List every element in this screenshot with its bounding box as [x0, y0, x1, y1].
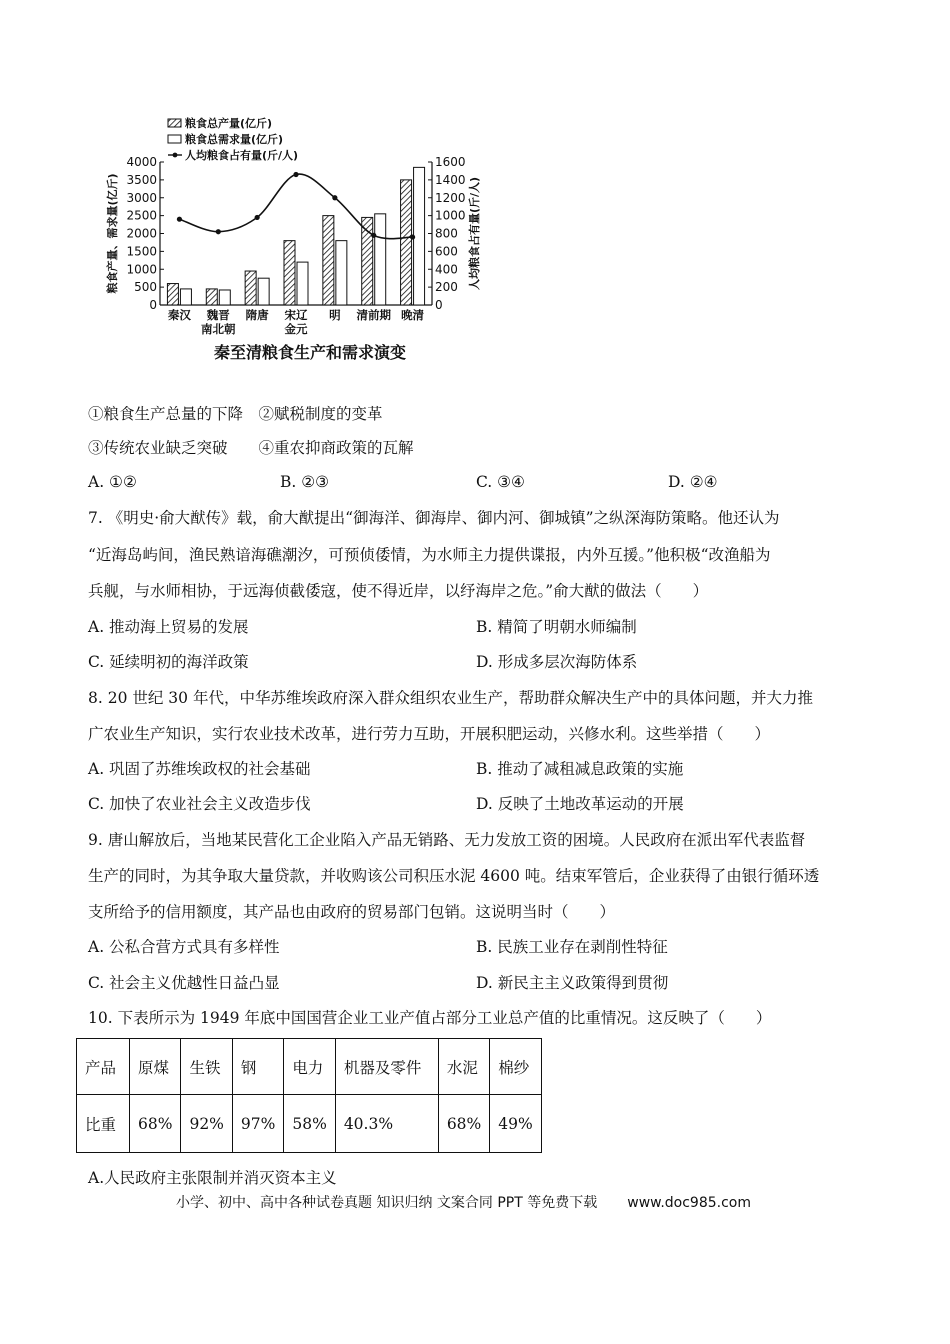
bar-demand	[180, 289, 191, 305]
y-tick-label-right: 1400	[435, 172, 466, 187]
table-cell: 68%	[130, 1095, 181, 1153]
q8-option-a[interactable]: A. 巩固了苏维埃政权的社会基础	[88, 760, 311, 778]
q10-stem-line: 10. 下表所示为 1949 年底中国国营企业工业产值占部分工业总产值的比重情况。这反映了（ ）	[88, 1009, 772, 1027]
table-header-cell: 水泥	[438, 1039, 489, 1095]
y-tick-label-right: 1000	[435, 208, 466, 223]
chart-bars	[167, 167, 424, 305]
grain-chart	[100, 110, 500, 370]
y-tick-label-left: 4000	[126, 155, 157, 169]
y-tick-label-left: 3000	[126, 190, 157, 205]
per-capita-point	[410, 234, 415, 239]
y-tick-label-left: 500	[134, 280, 157, 295]
table-header-cell: 钢	[232, 1039, 283, 1095]
y-tick-label-right: 800	[435, 226, 458, 241]
table-cell: 49%	[490, 1095, 541, 1153]
page-footer	[176, 1192, 751, 1212]
q6-option-c[interactable]: C. ③④	[476, 473, 525, 491]
q6-option-d[interactable]: D. ②④	[668, 473, 718, 491]
q10-table	[76, 1038, 542, 1153]
q9-stem-line-2: 生产的同时，为其争取大量贷款，并收购该公司积压水泥 4600 吨。结束军管后，企业获得了由银行循环透	[88, 867, 820, 885]
bar-production	[245, 271, 256, 305]
q6-option-b[interactable]: B. ②③	[280, 473, 330, 491]
bar-demand	[258, 278, 269, 305]
q6-choice-line-1: ①粮食生产总量的下降 ②赋税制度的变革	[88, 405, 383, 423]
bar-demand	[375, 214, 386, 305]
x-tick-label	[167, 308, 191, 322]
table-row	[77, 1095, 542, 1153]
x-tick-label-line: 南北朝	[201, 322, 236, 336]
q6-choice-line-2: ③传统农业缺乏突破 ④重农抑商政策的瓦解	[88, 439, 414, 457]
q7-option-b[interactable]: B. 精简了明朝水师编制	[476, 618, 637, 636]
legend-label-demand: 粮食总需求量(亿斤)	[185, 133, 284, 146]
bar-production	[323, 216, 334, 305]
footer-text: 小学、初中、高中各种试卷真题 知识归纳 文案合同 PPT 等免费下载	[176, 1195, 598, 1211]
y-tick-label-right: 200	[435, 280, 458, 295]
q9-option-c[interactable]: C. 社会主义优越性日益凸显	[88, 974, 280, 992]
per-capita-point	[255, 215, 260, 220]
table-header-label: 产品	[77, 1039, 130, 1095]
footer-url[interactable]: www.doc985.com	[627, 1195, 751, 1211]
x-tick-label-line: 秦汉	[167, 308, 191, 322]
table-cell: 97%	[232, 1095, 283, 1153]
q9-stem-line-3: 支所给予的信用额度，其产品也由政府的贸易部门包销。这说明当时（ ）	[88, 903, 616, 921]
legend-swatch-dot	[173, 153, 178, 158]
q7-option-a[interactable]: A. 推动海上贸易的发展	[88, 618, 249, 636]
x-tick-label-line: 清前期	[356, 308, 391, 322]
bar-production	[206, 289, 217, 305]
y-tick-label-left: 2500	[126, 208, 157, 223]
y-tick-label-right: 1200	[435, 190, 466, 205]
legend-swatch-production	[168, 119, 181, 127]
x-tick-label	[356, 308, 391, 322]
chart-title: 秦至清粮食生产和需求演变	[213, 343, 407, 362]
q7-stem-line-2: “近海岛屿间，渔民熟谙海礁潮汐，可预侦倭情，为水师主力提供谍报，内外互援。”他积极“改渔船为	[88, 546, 771, 564]
q9-stem-line-1: 9. 唐山解放后，当地某民营化工企业陷入产品无销路、无力发放工资的困境。人民政府在派出军代表监督	[88, 831, 806, 849]
table-header-cell: 机器及零件	[335, 1039, 438, 1095]
grain-chart-svg	[100, 110, 500, 370]
x-tick-label-line: 隋唐	[245, 308, 269, 322]
per-capita-point	[371, 233, 376, 238]
q8-option-d[interactable]: D. 反映了土地改革运动的开展	[476, 795, 684, 813]
per-capita-point	[293, 172, 298, 177]
x-tick-label-line: 魏晋	[206, 308, 230, 322]
per-capita-point	[216, 229, 221, 234]
q8-stem-line-1: 8. 20 世纪 30 年代，中华苏维埃政府深入群众组织农业生产，帮助群众解决生产中的具体问题，并大力推	[88, 689, 813, 707]
q9-option-a[interactable]: A. 公私合营方式具有多样性	[88, 938, 280, 956]
table-cell: 68%	[438, 1095, 489, 1153]
bar-production	[401, 180, 412, 305]
q7-stem-line-1: 7. 《明史·俞大猷传》载，俞大猷提出“御海洋、御海岸、御内河、御城镇”之纵深海防策略。他还认为	[88, 509, 780, 527]
table-cell: 40.3%	[335, 1095, 438, 1153]
q8-option-b[interactable]: B. 推动了减租减息政策的实施	[476, 760, 684, 778]
bar-demand	[297, 262, 308, 305]
per-capita-point	[177, 217, 182, 222]
bar-demand	[219, 290, 230, 305]
y-tick-label-right: 400	[435, 262, 458, 277]
table-header-cell: 电力	[284, 1039, 335, 1095]
x-tick-label	[246, 308, 269, 322]
q9-option-d[interactable]: D. 新民主主义政策得到贯彻	[476, 974, 669, 992]
x-tick-label	[201, 308, 236, 336]
q6-option-a[interactable]: A. ①②	[88, 473, 137, 491]
q8-stem-line-2: 广农业生产知识，实行农业技术改革，进行劳力互助，开展积肥运动，兴修水利。这些举措（ ）	[88, 725, 771, 743]
y-tick-label-left: 3500	[126, 172, 157, 187]
y-tick-label-left: 2000	[126, 226, 157, 241]
q7-option-d[interactable]: D. 形成多层次海防体系	[476, 653, 638, 671]
table-cell: 92%	[181, 1095, 232, 1153]
y-tick-label-left: 1500	[126, 244, 157, 259]
bar-demand	[336, 241, 347, 305]
chart-legend	[168, 116, 298, 162]
y-axis-label-right: 人均粮食占有量(斤/人)	[468, 176, 481, 291]
table-header-cell: 原煤	[130, 1039, 181, 1095]
q10-option-a[interactable]: A.人民政府主张限制并消灭资本主义	[88, 1169, 337, 1187]
y-axis-label-left: 粮食产量、需求量(亿斤)	[106, 173, 119, 294]
bar-production	[284, 241, 295, 305]
y-tick-label-right: 1600	[435, 155, 466, 169]
chart-categories	[167, 308, 425, 336]
x-tick-label	[329, 308, 341, 322]
bar-production	[167, 284, 178, 305]
q7-option-c[interactable]: C. 延续明初的海洋政策	[88, 653, 249, 671]
x-tick-label	[285, 308, 308, 336]
y-tick-label-right: 600	[435, 244, 458, 259]
legend-label-per-capita: 人均粮食占有量(斤/人)	[185, 149, 299, 162]
table-header-cell: 生铁	[181, 1039, 232, 1095]
y-tick-label-right: 0	[435, 298, 443, 312]
legend-swatch-demand	[168, 135, 181, 143]
q8-option-c[interactable]: C. 加快了农业社会主义改造步伐	[88, 795, 311, 813]
x-tick-label-line: 晚清	[401, 308, 425, 322]
y-tick-label-left: 1000	[126, 262, 157, 277]
table-header-cell: 棉纱	[490, 1039, 541, 1095]
per-capita-point	[332, 195, 337, 200]
x-tick-label-line: 宋辽	[284, 308, 308, 322]
x-tick-label	[401, 308, 424, 322]
x-tick-label-line: 明	[329, 308, 341, 322]
q9-option-b[interactable]: B. 民族工业存在剥削性特征	[476, 938, 668, 956]
q7-stem-line-3: 兵舰，与水师相协，于远海侦截倭寇，使不得近岸，以纾海岸之危。”俞大猷的做法（ ）	[88, 582, 709, 600]
table-cell: 58%	[284, 1095, 335, 1153]
table-row-label: 比重	[77, 1095, 130, 1153]
legend-label-production: 粮食总产量(亿斤)	[185, 117, 273, 130]
x-tick-label-line: 金元	[284, 322, 308, 336]
bar-demand	[414, 167, 425, 305]
y-tick-label-left: 0	[149, 298, 157, 312]
table-row	[77, 1039, 542, 1095]
